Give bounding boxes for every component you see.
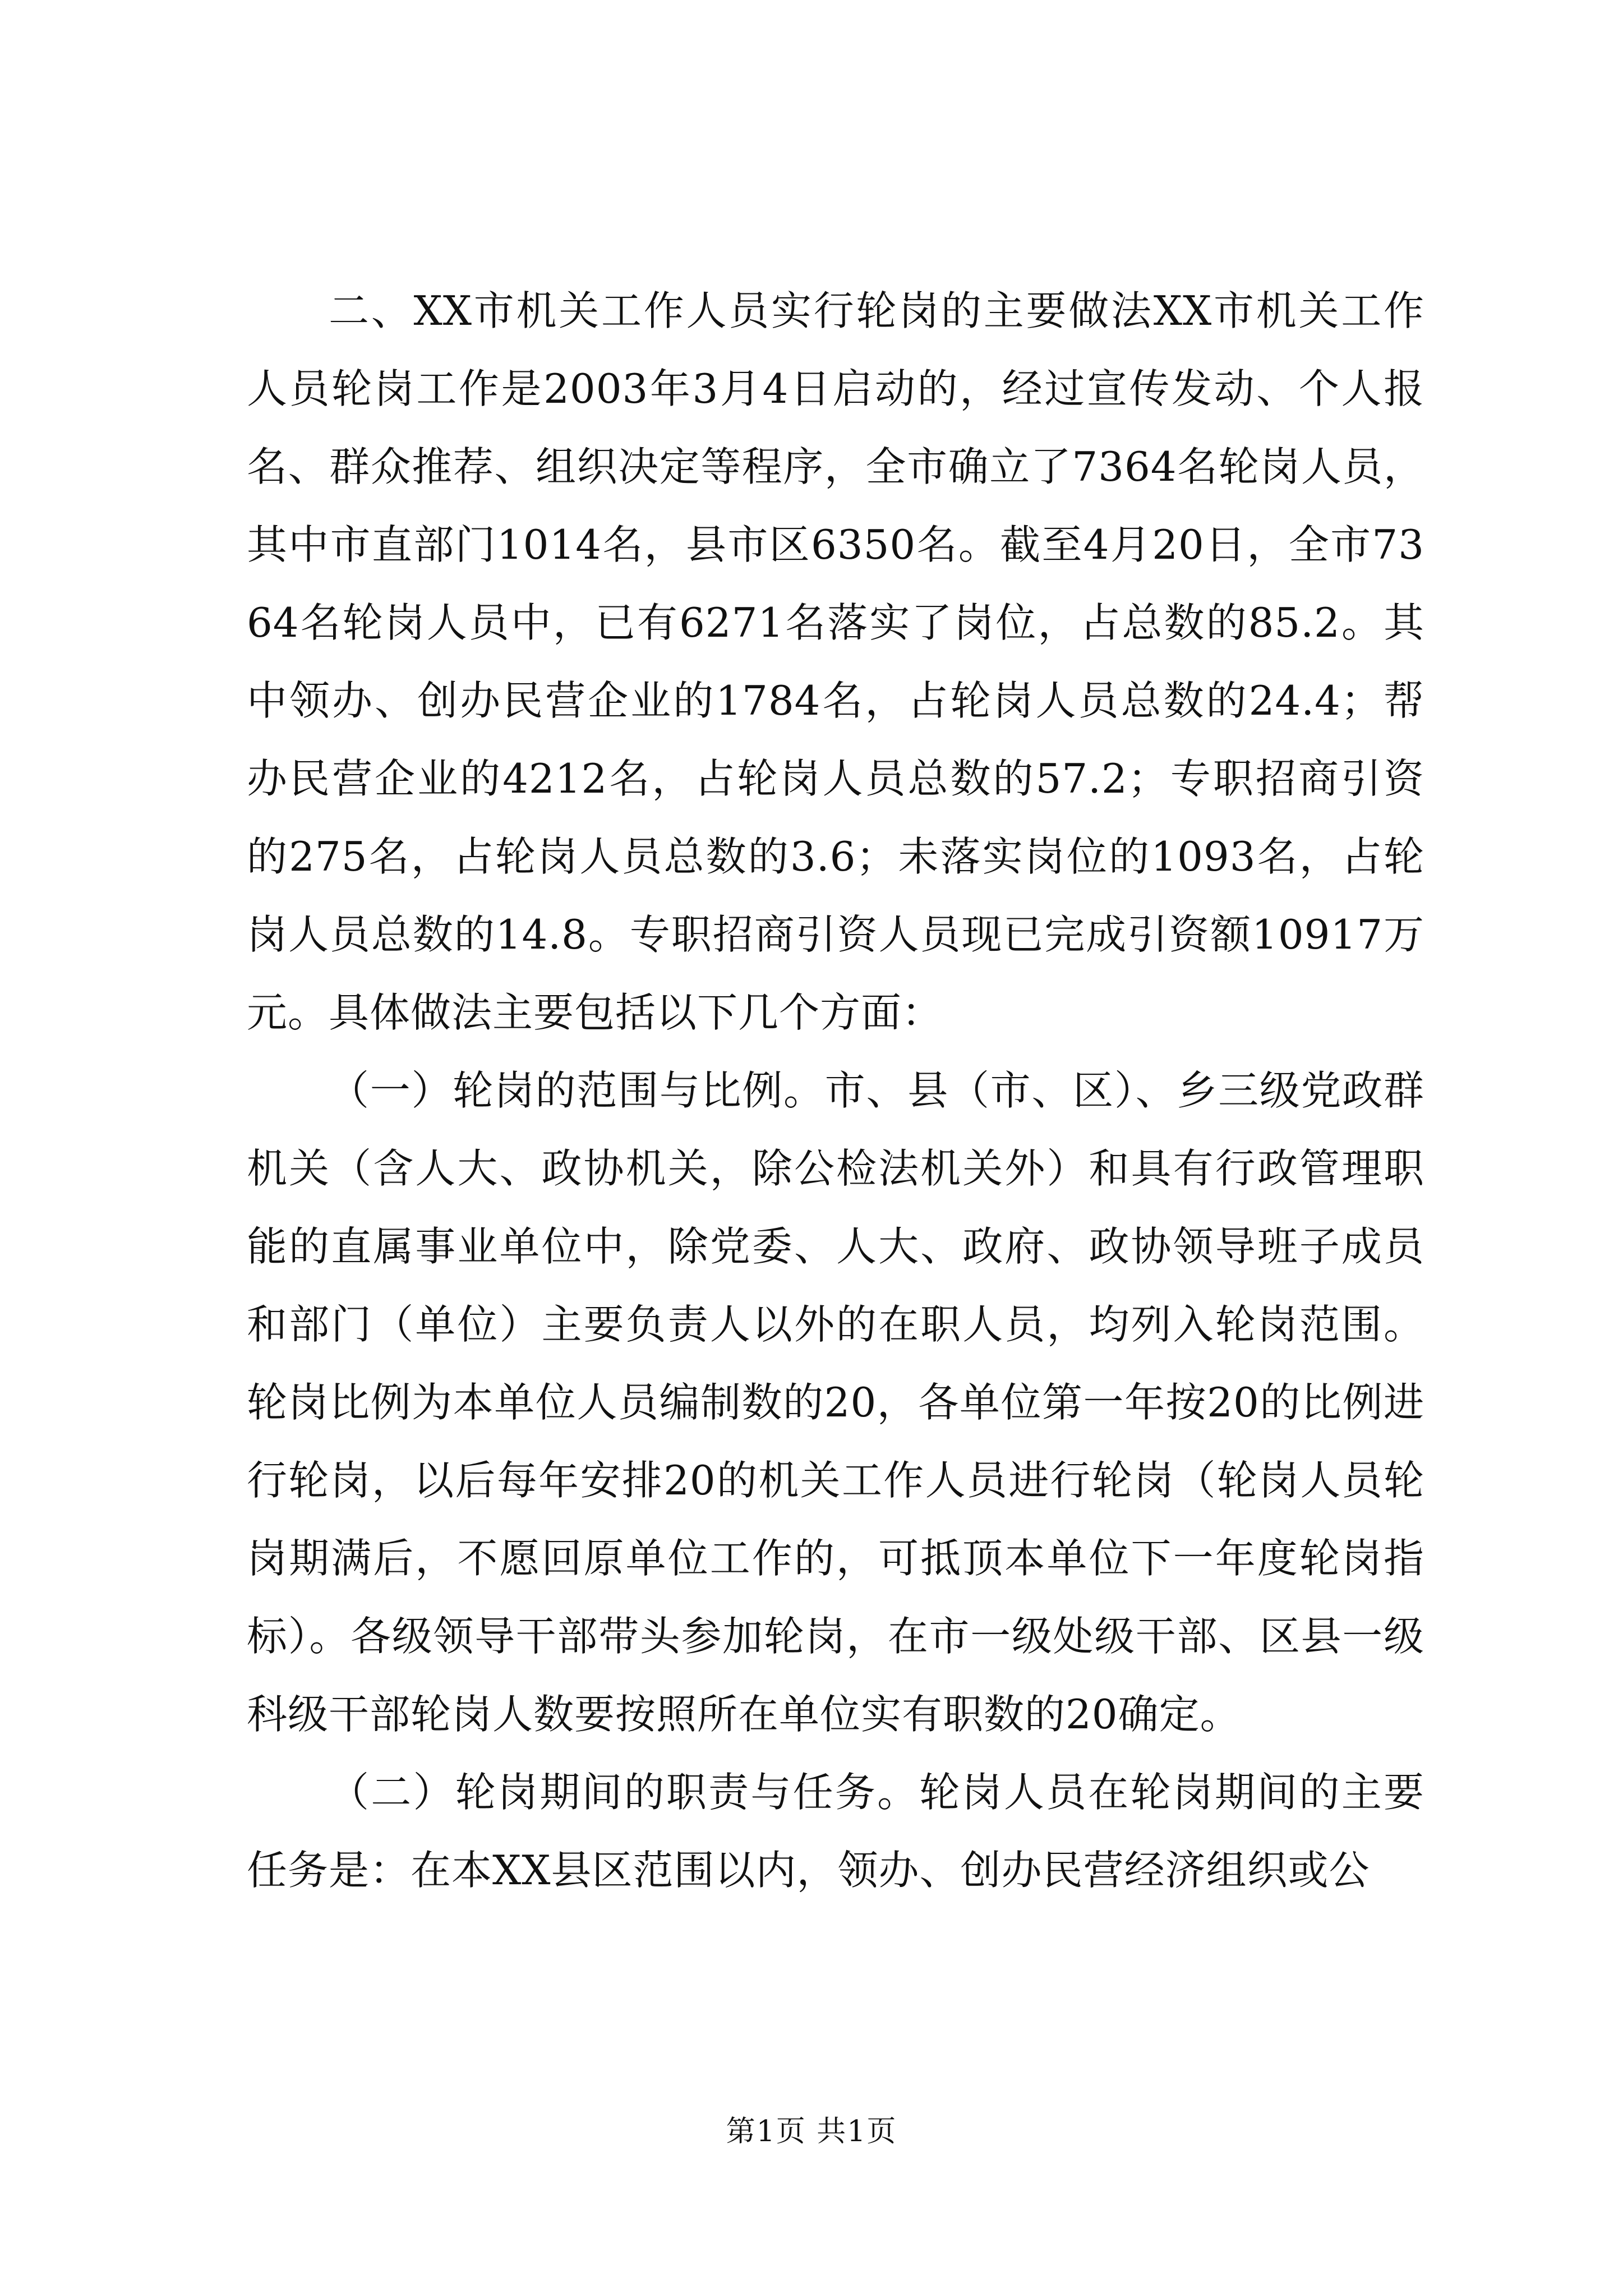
page-footer: 第1页 共1页 xyxy=(726,2115,897,2148)
document-body xyxy=(247,272,1424,1910)
paragraph-duties-and-tasks: （二）轮岗期间的职责与任务。轮岗人员在轮岗期间的主要任务是：在本XX县区范围以内，领办、创办民营经济组织或公 xyxy=(247,1769,1424,1894)
paragraph-scope-and-ratio: （一）轮岗的范围与比例。市、县（市、区）、乡三级党政群机关（含人大、政协机关，除公检法机关外）和具有行政管理职能的直属事业单位中，除党委、人大、政府、政协领导班子成员和部门（单位）主要负责人以外的在职人员，均列入轮岗范围。轮岗比例为本单位人员编制数的20，各单位第一年按20的比例进行轮岗，以后每年安排20的机关工作人员进行轮岗（轮岗人员轮岗期满后，不愿回原单位工作的，可抵顶本单位下一年度轮岗指标）。各级领导干部带头参加轮岗，在市一级处级干部、区县一级科级干部轮岗人数要按照所在单位实有职数的20确定。 xyxy=(247,1067,1424,1738)
paragraph-intro: 二、XX市机关工作人员实行轮岗的主要做法XX市机关工作人员轮岗工作是2003年3月4日启动的，经过宣传发动、个人报名、群众推荐、组织决定等程序，全市确立了7364名轮岗人员，其中市直部门1014名，县市区6350名。截至4月20日，全市7364名轮岗人员中，已有6271名落实了岗位，占总数的85.2。其中领办、创办民营企业的1784名，占轮岗人员总数的24.4；帮办民营企业的4212名，占轮岗人员总数的57.2；专职招商引资的275名，占轮岗人员总数的3.6；未落实岗位的1093名，占轮岗人员总数的14.8。专职招商引资人员现已完成引资额10917万元。具体做法主要包括以下几个方面： xyxy=(247,287,1424,1036)
